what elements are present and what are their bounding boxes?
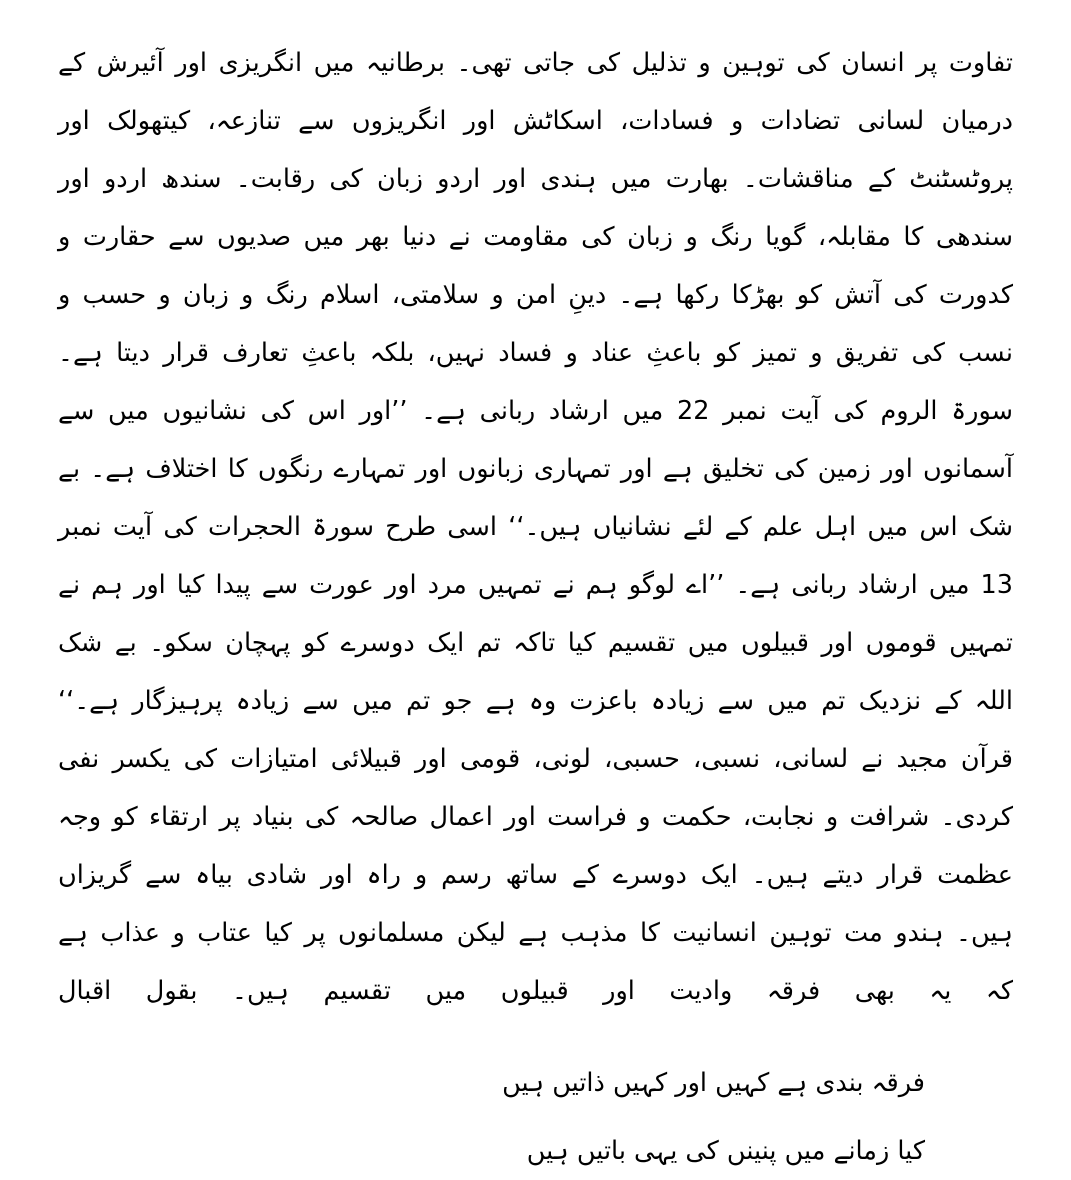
poetry-couplet (58, 1054, 1013, 1180)
main-paragraph: تفاوت پر انسان کی توہین و تذلیل کی جاتی تھی۔ برطانیہ میں انگریزی اور آئیرش کے درمیان لسانی تضادات و فسادات، اسکاٹش اور انگریزوں سے تنازعہ، کیتھولک اور پروٹسٹنٹ کے مناقشات۔ بھارت میں ہندی اور اردو زبان کی رقابت۔ سندھ اردو اور سندھی کا مقابلہ، گویا رنگ و زبان کی مقاومت نے دنیا بھر میں صدیوں سے حقارت و کدورت کی آتش کو بھڑکا رکھا ہے۔ دینِ امن و سلامتی، اسلام رنگ و زبان و حسب و نسب کی تفریق و تمیز کو باعثِ عناد و فساد نہیں، بلکہ باعثِ تعارف قرار دیتا ہے۔ سورۃ الروم کی آیت نمبر 22 میں ارشاد ربانی ہے۔ ’’اور اس کی نشانیوں میں سے آسمانوں اور زمین کی تخلیق ہے اور تمہاری زبانوں اور تمہارے رنگوں کا اختلاف ہے۔ بے شک اس میں اہل علم کے لئے نشانیاں ہیں۔‘‘ اسی طرح سورۃ الحجرات کی آیت نمبر 13 میں ارشاد ربانی ہے۔ ’’اے لوگو ہم نے تمہیں مرد اور عورت سے پیدا کیا اور ہم نے تمہیں قوموں اور قبیلوں میں تقسیم کیا تاکہ تم ایک دوسرے کو پہچان سکو۔ بے شک اللہ کے نزدیک تم میں سے زیادہ باعزت وہ ہے جو تم میں سے زیادہ پرہیزگار ہے۔‘‘ قرآن مجید نے لسانی، نسبی، حسبی، لونی، قومی اور قبیلائی امتیازات کی یکسر نفی کردی۔ شرافت و نجابت، حکمت و فراست اور اعمال صالحہ کی بنیاد پر ارتقاء کو وجہ عظمت قرار دیتے ہیں۔ ایک دوسرے کے ساتھ رسم و راہ اور شادی بیاہ سے گریزاں ہیں۔ ہندو مت توہین انسانیت کا مذہب ہے لیکن مسلمانوں پر کیا عتاب و عذاب ہے کہ یہ بھی فرقہ وادیت اور قبیلوں میں تقسیم ہیں۔ بقول اقبال (58, 48, 1014, 1006)
couplet-line-1: فرقہ بندی ہے کہیں اور کہیں ذاتیں ہیں (502, 1068, 925, 1098)
couplet-line-2: کیا زمانے میں پنینں کی یہی باتیں ہیں (526, 1136, 925, 1166)
